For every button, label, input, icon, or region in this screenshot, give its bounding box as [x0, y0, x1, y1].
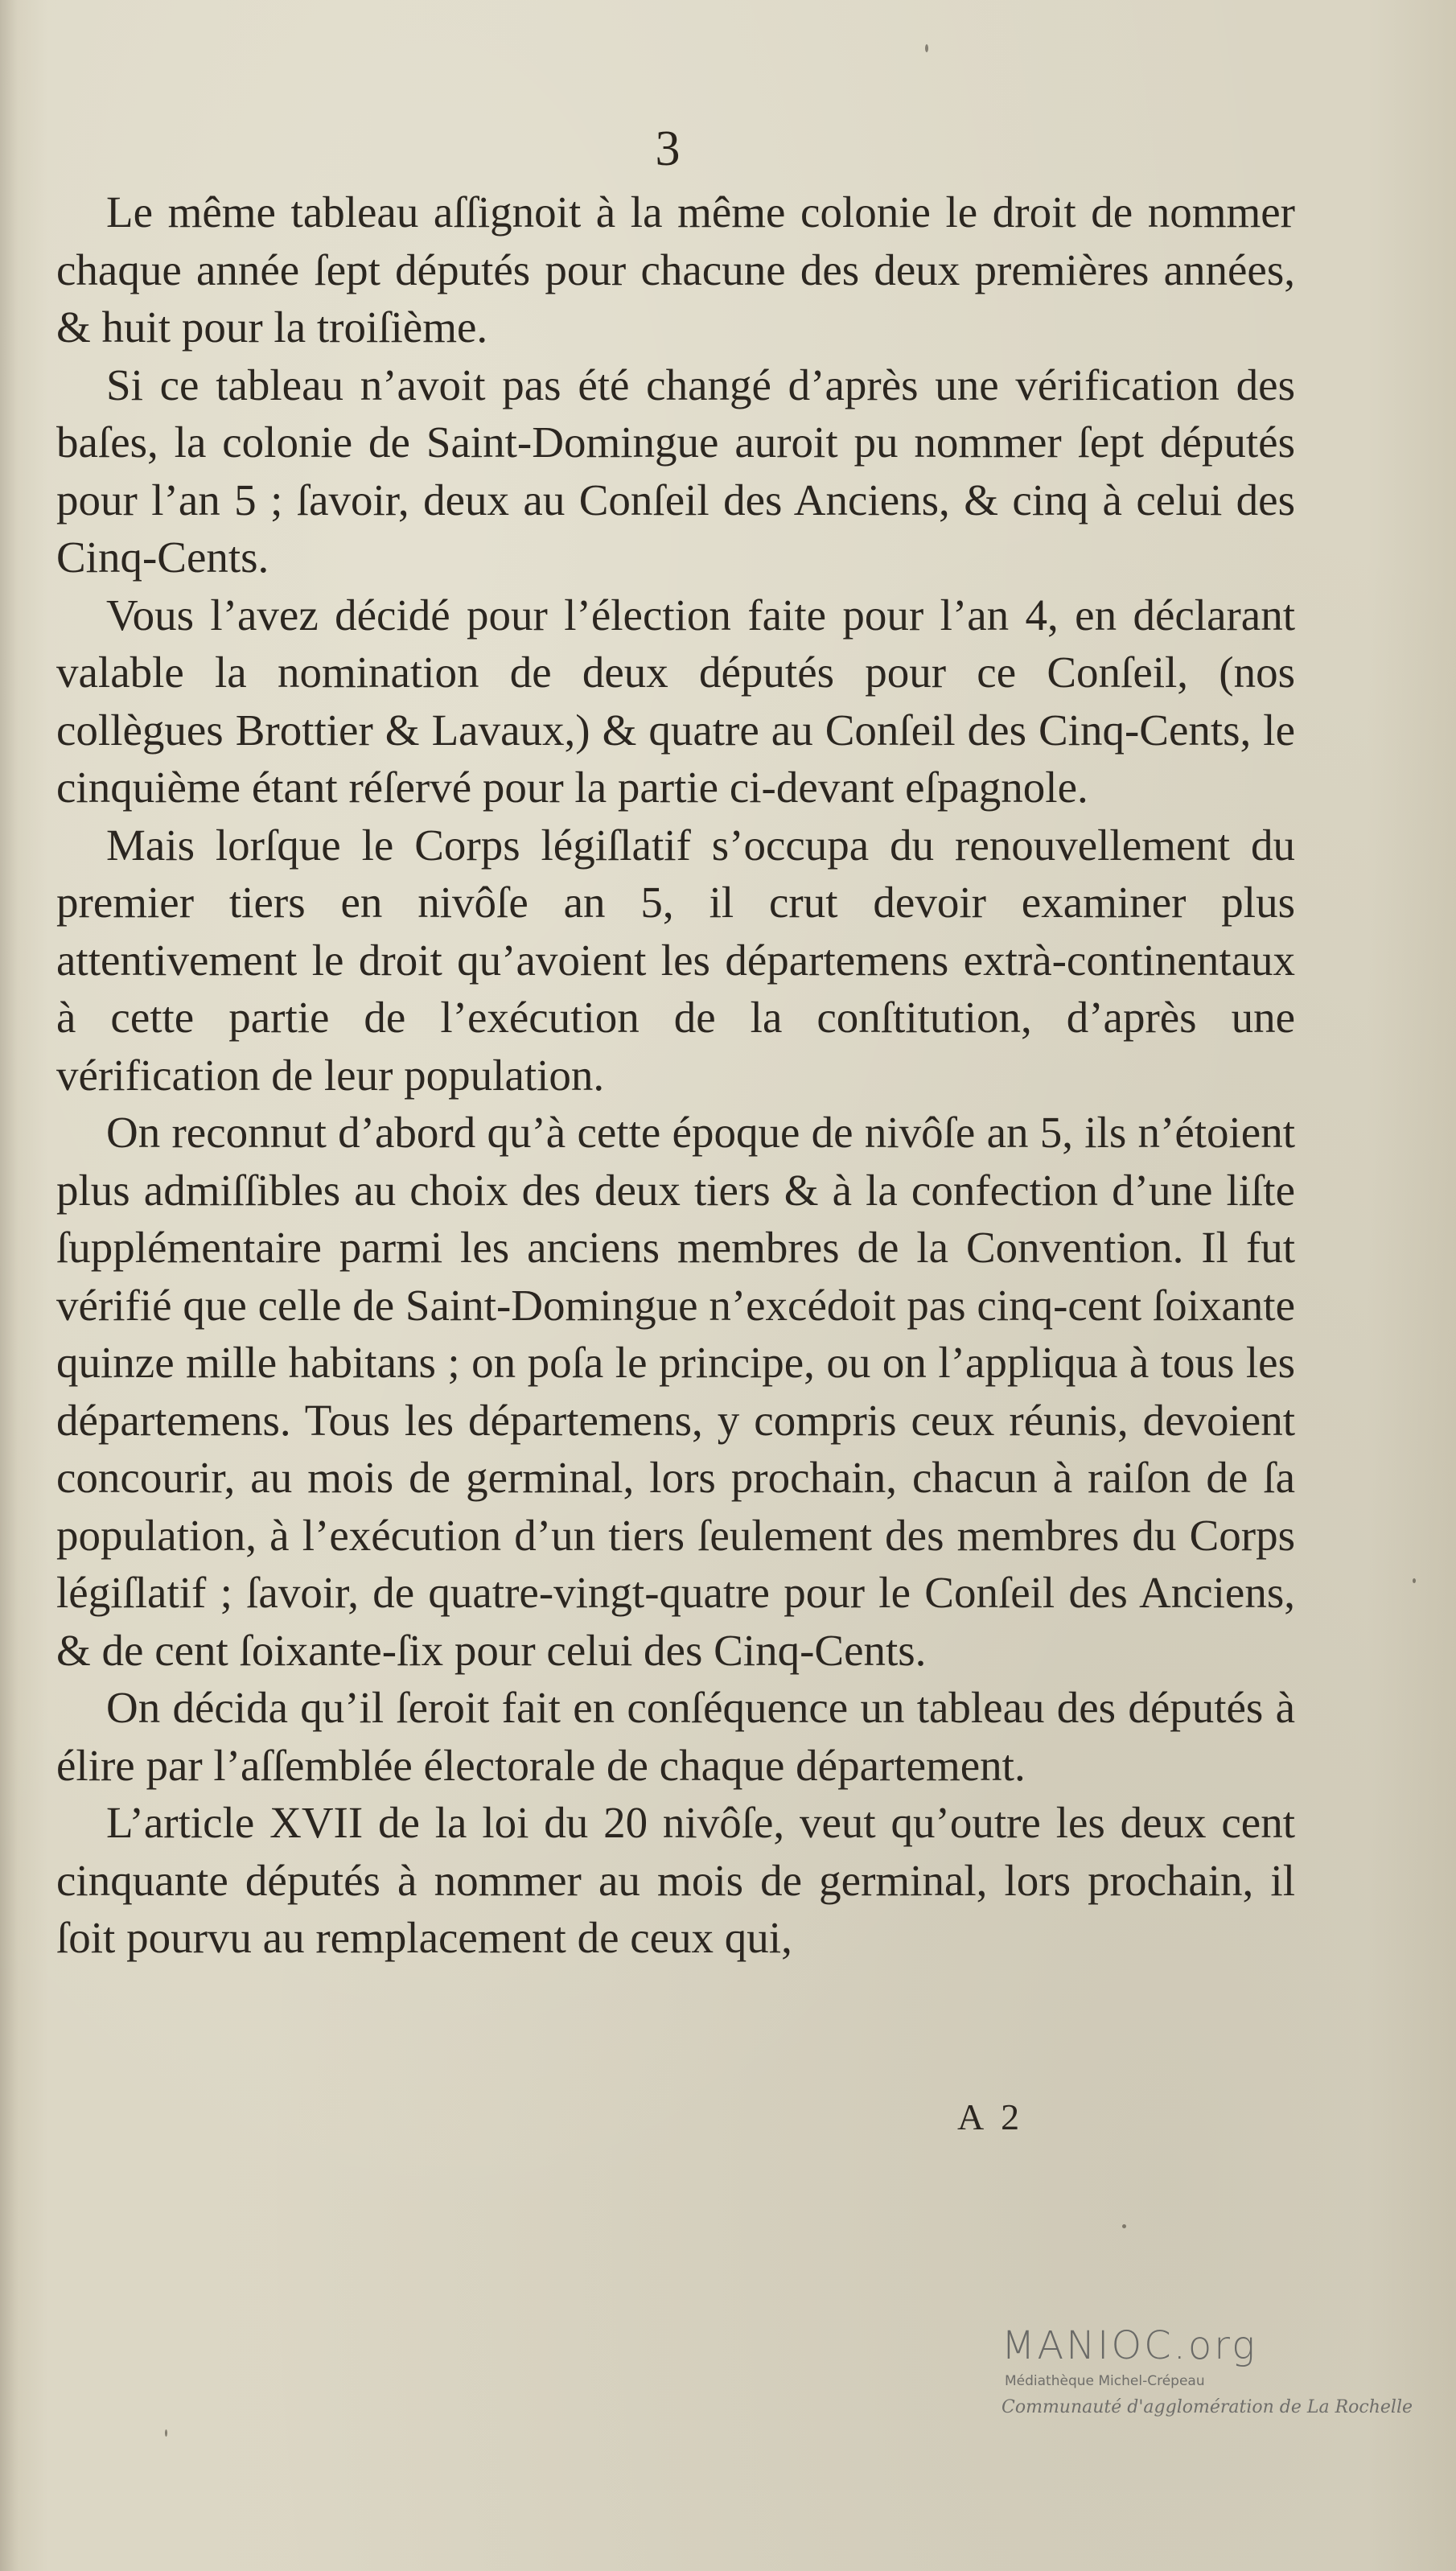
paragraph-3: Vous l’avez décidé pour l’élection faite pour l’an 4, en déclarant valable la nomination de deux députés pour ce Conſeil, (nos collègues Brottier & Lavaux,) & quatre au Conſeil des Cinq-Cents, le cinquième étant réſervé pour la partie ci-devant eſpagnole.: [56, 590, 1295, 812]
paper-speck: [925, 44, 928, 52]
library-name: Médiathèque Michel-Crépeau: [1005, 2373, 1205, 2389]
paragraph-2: Si ce tableau n’avoit pas été changé d’après une vérification des baſes, la colonie de Saint-Domingue auroit pu nommer ſept députés pour l’an 5 ; ſavoir, deux au Conſeil des Anciens, & cinq à celui des Cinq-Cents.: [56, 360, 1295, 582]
page-number: 3: [655, 121, 681, 176]
community-name: Communauté d'agglomération de La Rochelle: [1002, 2397, 1413, 2417]
body-text: [56, 183, 1295, 1967]
manioc-logo: MANIOC.org: [1002, 2323, 1257, 2368]
manioc-watermark: [1002, 2323, 1436, 2417]
paper-speck: [1122, 2224, 1126, 2228]
paragraph-5: On reconnut d’abord qu’à cette époque de nivôſe an 5, ils n’étoient plus admiſſibles au choix des deux tiers & à la confection d’une liſte ſupplémentaire parmi les anciens membres de la Convention. Il fut vérifié que celle de Saint-Domingue n’excédoit pas cinq-cent ſoixante quinze mille habitans ; on poſa le principe, ou on l’appliqua à tous les départemens. Tous les départemens, y compris ceux réunis, devoient concourir, au mois de germinal, lors prochain, chacun à raiſon de ſa population, à l’exécution d’un tiers ſeulement des membres du Corps légiſlatif ; ſavoir, de quatre-vingt-quatre pour le Conſeil des Anciens, & de cent ſoixante-ſix pour celui des Cinq-Cents.: [56, 1108, 1295, 1675]
paragraph-6: On décida qu’il ſeroit fait en conſéquence un tableau des députés à élire par l’aſſemblée électorale de chaque département.: [56, 1683, 1295, 1790]
signature-mark: A 2: [957, 2096, 1025, 2137]
paper-speck: [1413, 1578, 1416, 1583]
paragraph-4: Mais lorſque le Corps légiſlatif s’occupa du renouvellement du premier tiers en nivôſe an 5, il crut devoir examiner plus attentivement le droit qu’avoient les départemens extrà-continentaux à cette partie de l’exécution de la conſtitution, d’après une vérification de leur population.: [56, 820, 1295, 1100]
paragraph-7: L’article XVII de la loi du 20 nivôſe, veut qu’outre les deux cent cinquante députés à nommer au mois de germinal, lors prochain, il ſoit pourvu au remplacement de ceux qui,: [56, 1798, 1295, 1962]
paragraph-1: Le même tableau aſſignoit à la même colonie le droit de nommer chaque année ſept députés pour chacune des deux premières années, & huit pour la troiſième.: [56, 187, 1295, 352]
paper-speck: [165, 2429, 167, 2437]
